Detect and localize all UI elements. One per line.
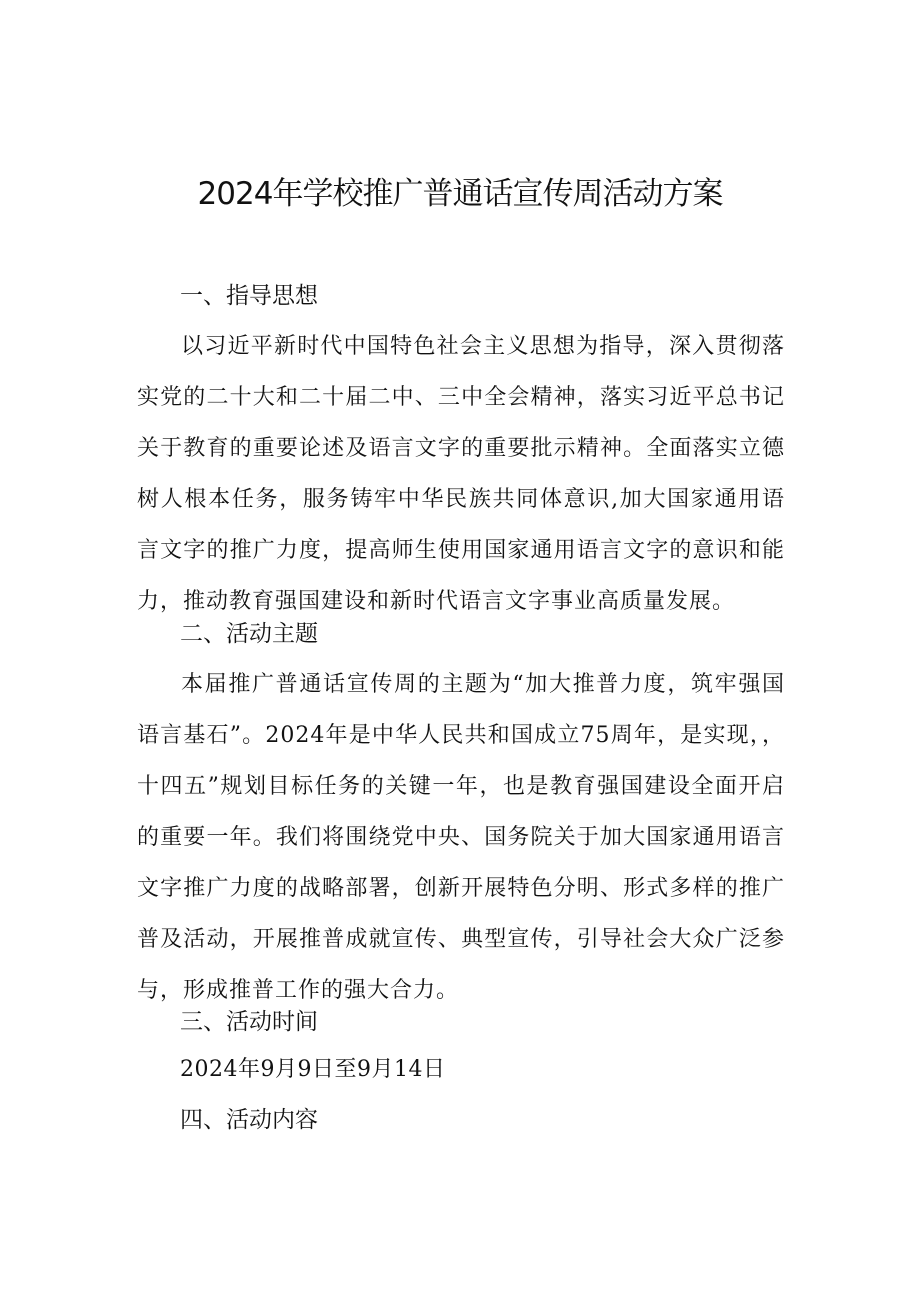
section-heading-guiding-ideology: 一、指导思想 — [180, 283, 318, 309]
section-body-guiding-ideology: 以习近平新时代中国特色社会主义思想为指导，深入贯彻落实党的二十大和二十届二中、三中全会精神，落实习近平总书记关于教育的重要论述及语言文字的重要批示精神。全面落实立德树人根本任务，服务铸牢中华民族共同体意识,加大国家通用语言文字的推广力度，提高师生使用国家通用语言文字的意识和能力，推动教育强国建设和新时代语言文字事业高质量发展。 — [137, 334, 785, 614]
section-heading-activity-theme: 二、活动主题 — [180, 621, 318, 647]
section-heading-activity-content: 四、活动内容 — [180, 1107, 318, 1133]
section-heading-activity-time: 三、活动时间 — [180, 1009, 318, 1035]
activity-date-range: 2024年9月9日至9月14日 — [180, 1057, 446, 1082]
document-title: 2024年学校推广普通话宣传周活动方案 — [197, 176, 723, 212]
section-body-activity-theme: 本届推广普通话宣传周的主题为“加大推普力度，筑牢强国语言基石”。2024年是中华人民共和国成立75周年，是实现，，十四五”规划目标任务的关键一年，也是教育强国建设全面开启的重要一年。我们将围绕党中央、国务院关于加大国家通用语言文字推广力度的战略部署，创新开展特色分明、形式多样的推广普及活动，开展推普成就宣传、典型宣传，引导社会大众广泛参与，形成推普工作的强大合力。 — [137, 672, 785, 1003]
